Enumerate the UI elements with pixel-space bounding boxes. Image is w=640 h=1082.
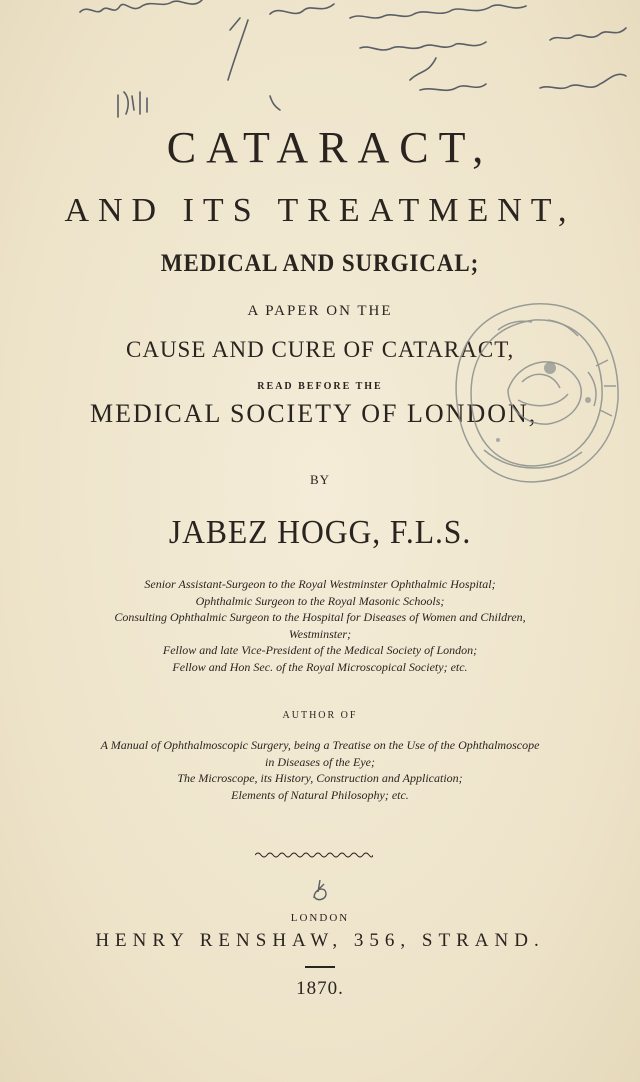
author-descriptions (0, 576, 640, 675)
author-description-line: Fellow and Hon Sec. of the Royal Microscopical Society; etc. (172, 659, 468, 674)
author-description-line: Ophthalmic Surgeon to the Royal Masonic Schools; (195, 593, 445, 608)
work-line: A Manual of Ophthalmoscopic Surgery, being a Treatise on the Use of the Ophthalmoscope (100, 738, 540, 752)
author-works (0, 737, 640, 803)
title-subtitle: AND ITS TREATMENT, (64, 192, 576, 229)
paper-intro: A PAPER ON THE (247, 303, 393, 319)
author-name: JABEZ HOGG, F.L.S. (168, 514, 472, 551)
work-line: The Microscope, its History, Construction and Application; (177, 771, 463, 785)
author-of-heading: AUTHOR OF (282, 710, 358, 721)
wavy-divider (255, 851, 373, 859)
imprint-publisher: HENRY RENSHAW, 356, STRAND. (95, 930, 545, 951)
imprint-year: 1870. (296, 978, 344, 999)
library-stamp-seal (438, 290, 628, 490)
author-description-line: Fellow and late Vice-President of the Medical Society of London; (162, 643, 478, 657)
imprint-rule (305, 966, 335, 968)
pencil-mark (308, 876, 332, 906)
read-before: READ BEFORE THE (257, 381, 383, 392)
paper-subject: CAUSE AND CURE OF CATARACT, (126, 337, 515, 362)
work-line: Elements of Natural Philosophy; etc. (231, 787, 409, 802)
author-description-line: Senior Assistant-Surgeon to the Royal Westminster Ophthalmic Hospital; (144, 577, 496, 591)
imprint-city: LONDON (290, 912, 350, 924)
handwritten-inscription (0, 0, 640, 120)
work-line: in Diseases of the Eye; (265, 754, 375, 769)
title-medical-surgical: MEDICAL AND SURGICAL; (160, 250, 480, 277)
by-label: BY (309, 472, 331, 487)
society-name: MEDICAL SOCIETY OF LONDON, (90, 399, 538, 428)
title-main: CATARACT, (166, 123, 494, 172)
author-description-line: Consulting Ophthalmic Surgeon to the Hospital for Diseases of Women and Children, (114, 610, 526, 624)
author-description-line: Westminster; (288, 626, 352, 641)
